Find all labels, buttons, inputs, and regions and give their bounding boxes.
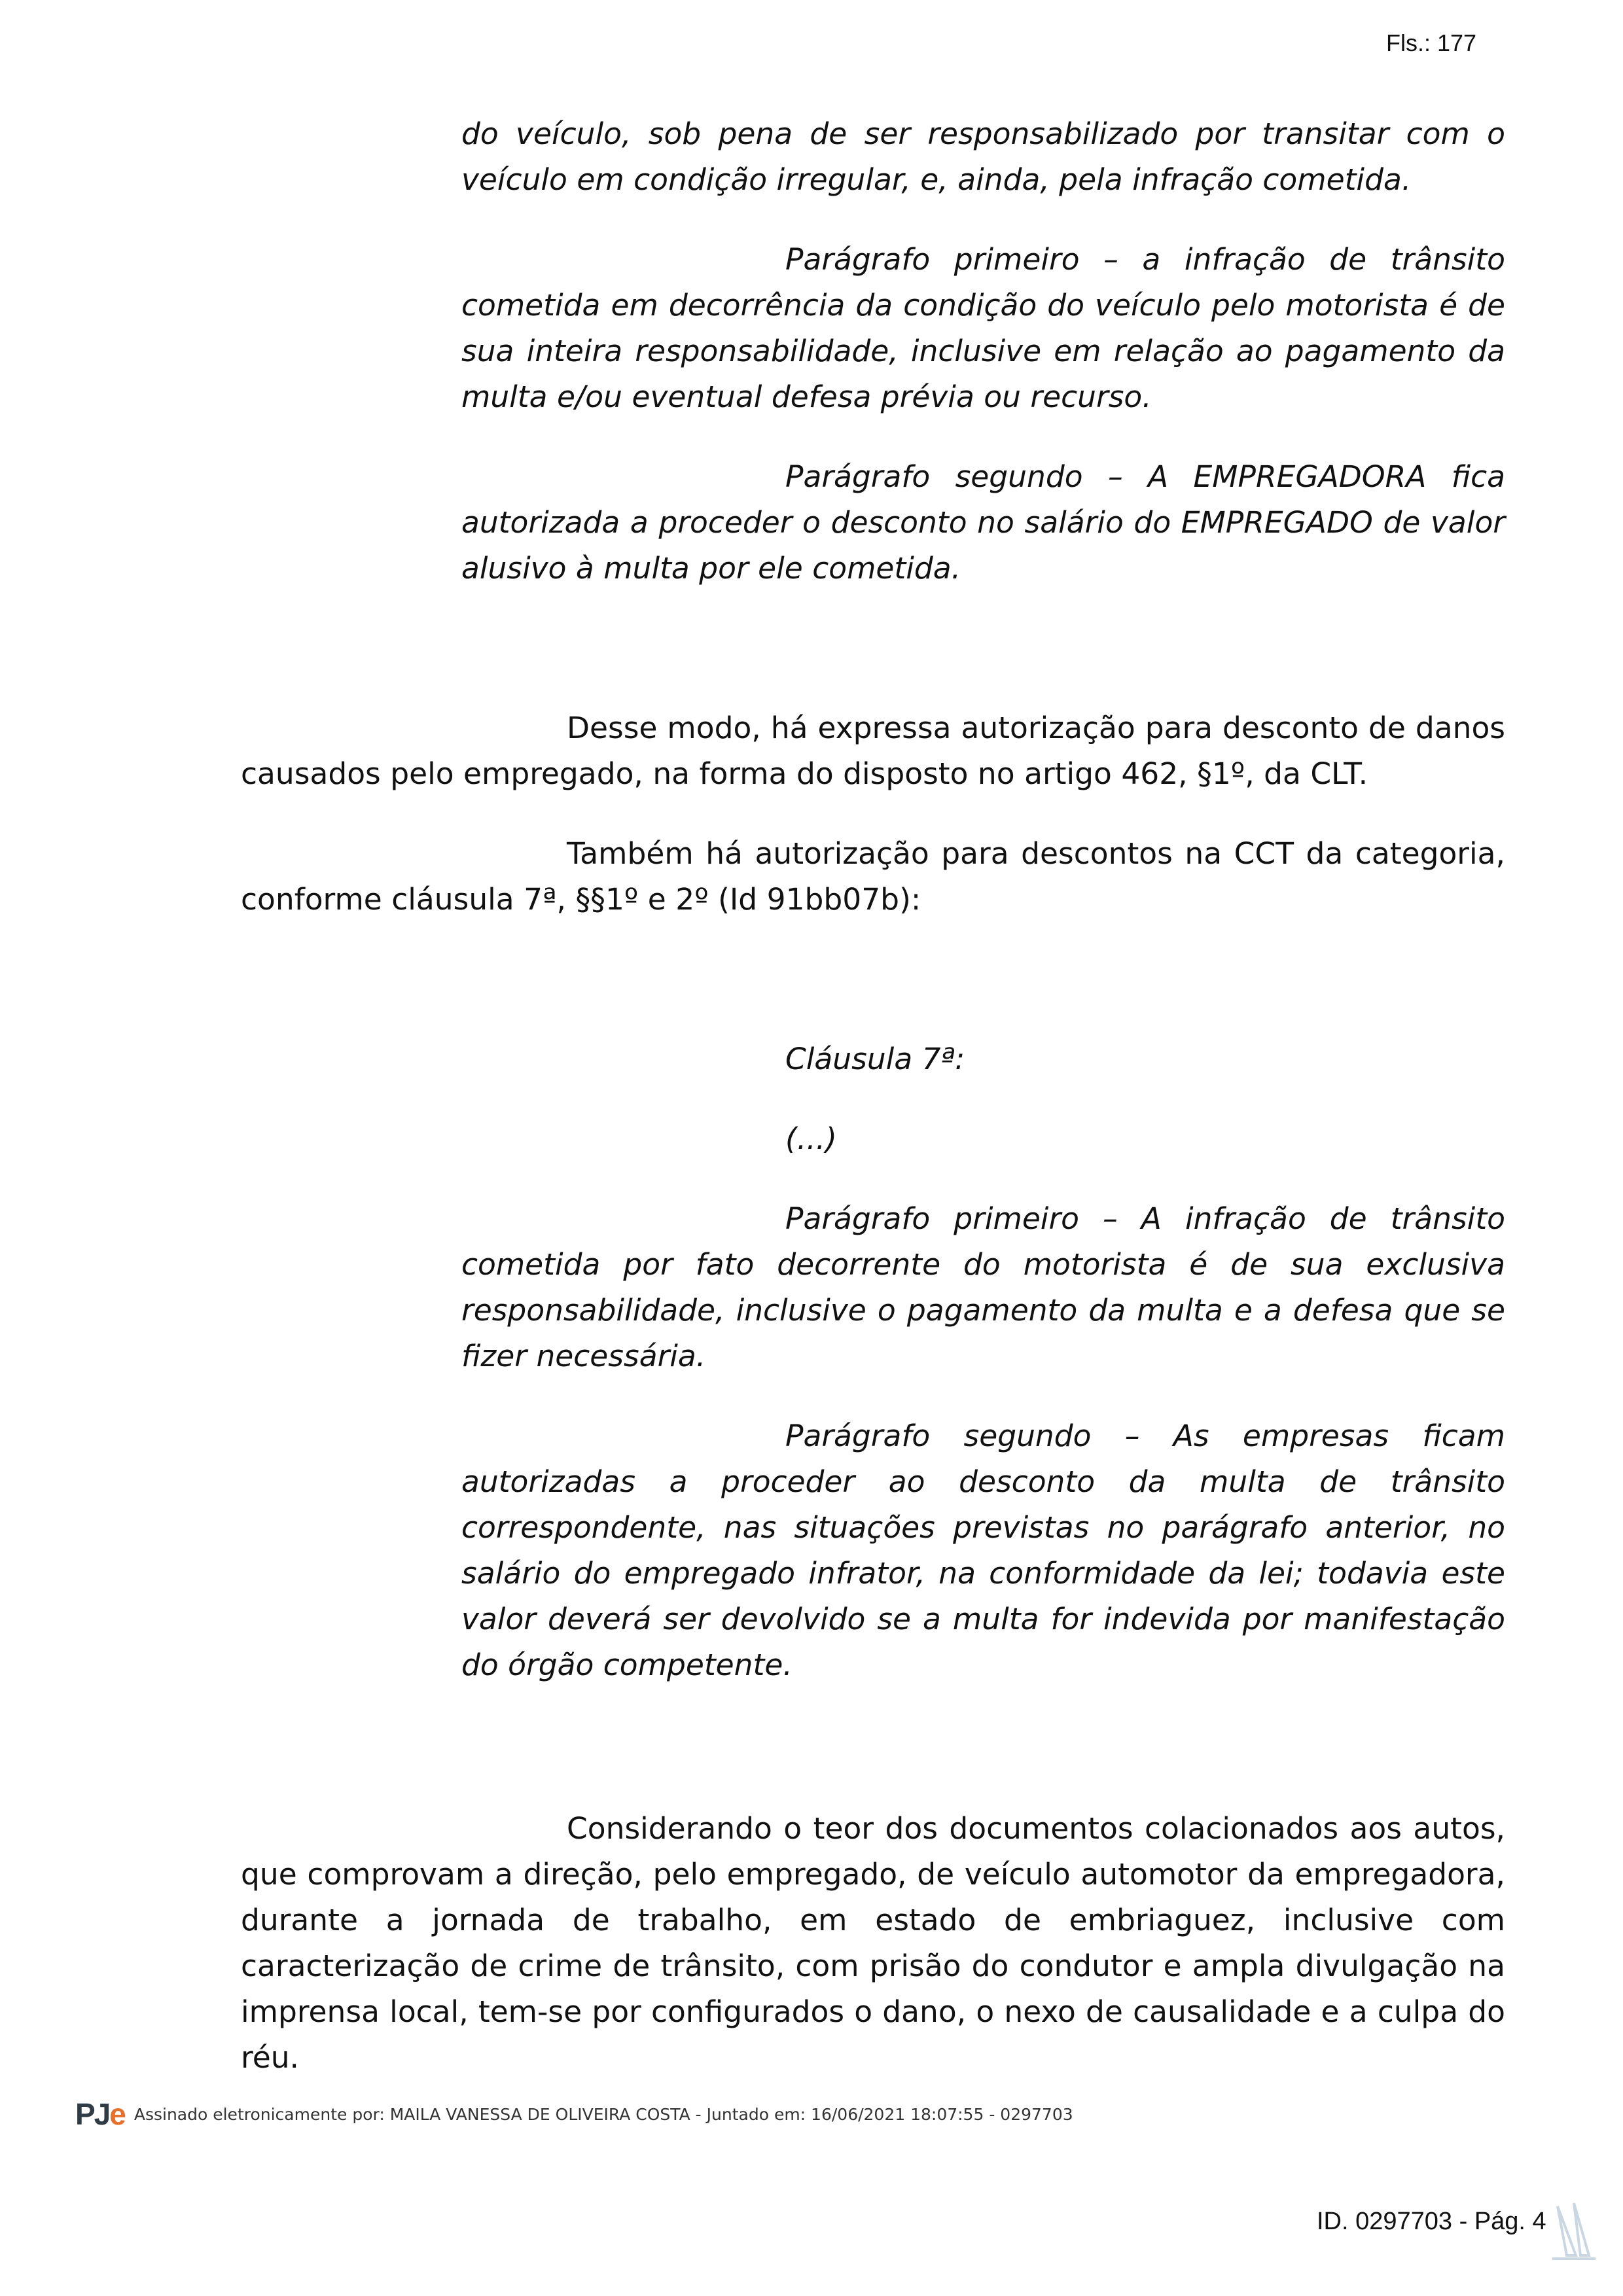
- pje-logo-accent-letter: e: [109, 2097, 125, 2131]
- quoted-paragraph-first: Parágrafo primeiro – a infração de trânsito cometida em decorrência da condição do veículo pelo motorista é de sua inteira responsabilidade, inclusive em relação ao pagamento da multa e/ou eventual defesa prévia ou recurso.: [461, 242, 1505, 414]
- pje-logo: [75, 2097, 125, 2131]
- quoted-clause-block-2: [461, 1036, 1505, 1688]
- body-text-block-2: [241, 1806, 1505, 2081]
- body-paragraph: Considerando o teor dos documentos colacionados aos autos, que comprovam a direção, pelo empregado, de veículo automotor da empregadora, durante a jornada de trabalho, em estado de embriaguez, inclusive com caracterização de crime de trânsito, com prisão do condutor e ampla divulgação na imprensa local, tem-se por configurados o dano, o nexo de causalidade e a culpa do réu.: [241, 1811, 1505, 2075]
- clause-ellipsis: (...): [785, 1122, 837, 1156]
- folio-number: Fls.: 177: [1386, 29, 1477, 56]
- pje-logo-letters: PJ: [75, 2097, 110, 2131]
- quoted-paragraph-first: Parágrafo primeiro – A infração de trânsito cometida por fato decorrente do motorista é de sua exclusiva responsabilidade, inclusive o pagamento da multa e a defesa que se fizer necessária.: [461, 1201, 1505, 1373]
- quoted-paragraph-second: Parágrafo segundo – As empresas ficam autorizadas a proceder ao desconto da multa de trânsito correspondente, nas situações previstas no parágrafo anterior, no salário do empregado infrator, na conformidade da lei; todavia este valor deverá ser devolvido se a multa for indevida por manifestação do órgão competente.: [461, 1419, 1505, 1682]
- body-paragraph: Também há autorização para descontos na CCT da categoria, conforme cláusula 7ª, §§1º e 2º (Id 91bb07b):: [241, 836, 1505, 917]
- signature-footer: [75, 2097, 1073, 2131]
- signature-text: Assinado eletronicamente por: MAILA VANESSA DE OLIVEIRA COSTA - Juntado em: 16/06/2021 18:07:55 - 0297703: [134, 2104, 1073, 2124]
- body-paragraph: Desse modo, há expressa autorização para desconto de danos causados pelo empregado, na forma do disposto no artigo 462, §1º, da CLT.: [241, 711, 1505, 791]
- quoted-paragraph-continuation: do veículo, sob pena de ser responsabilizado por transitar com o veículo em condição irregular, e, ainda, pela infração cometida.: [461, 116, 1505, 197]
- quoted-paragraph-second: Parágrafo segundo – A EMPREGADORA fica autorizada a proceder o desconto no salário do EMPREGADO de valor alusivo à multa por ele cometida.: [461, 459, 1505, 586]
- quoted-clause-block-1: [461, 111, 1505, 592]
- body-text-block-1: [241, 705, 1505, 923]
- clause-heading: Cláusula 7ª:: [785, 1042, 965, 1076]
- watermark-icon: [1544, 2193, 1603, 2285]
- page-id: ID. 0297703 - Pág. 4: [1317, 2208, 1546, 2235]
